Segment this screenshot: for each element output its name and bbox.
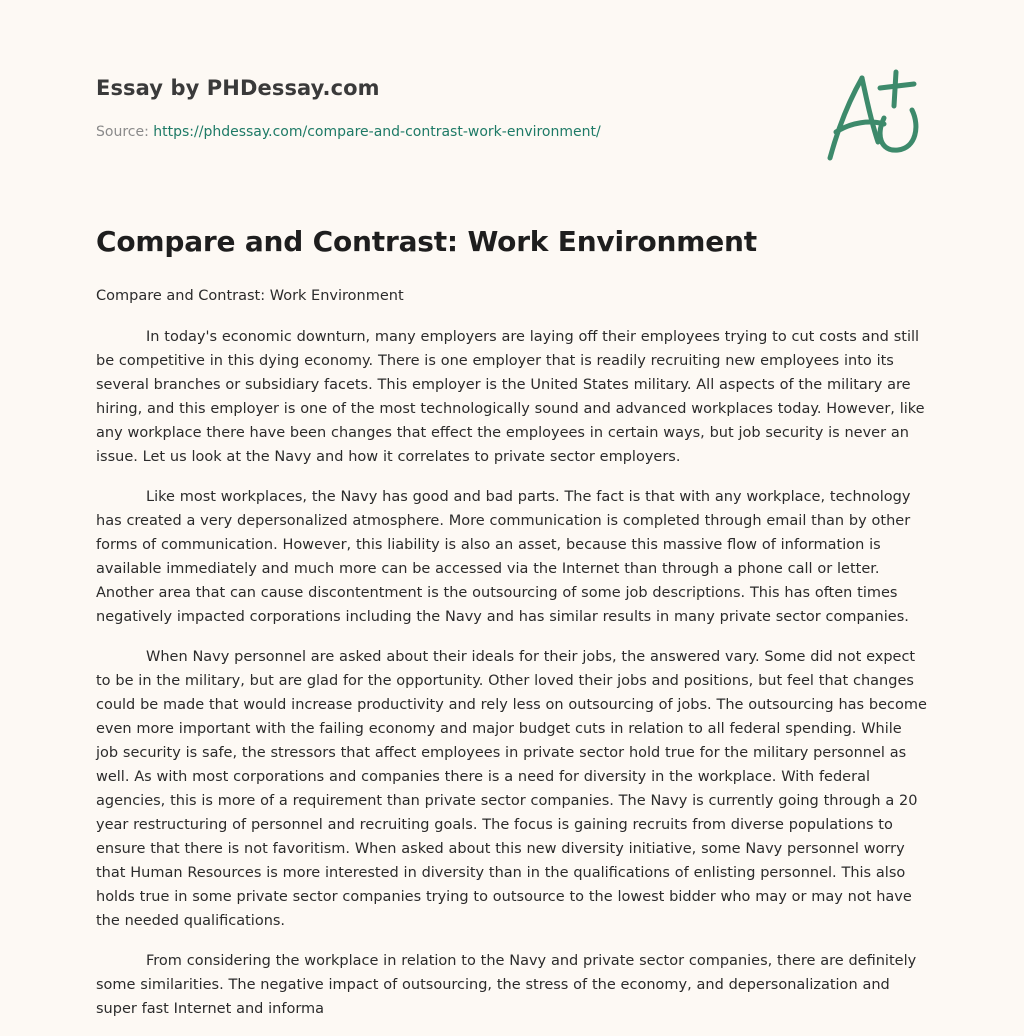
a-plus-logo-svg: [822, 66, 932, 166]
source-link[interactable]: https://phdessay.com/compare-and-contrast-work-environment/: [153, 124, 601, 140]
a-left-stroke: [830, 78, 862, 158]
circle-swoosh-stroke: [880, 110, 916, 150]
document-subtitle: Compare and Contrast: Work Environment: [96, 288, 404, 304]
source-line: [96, 124, 601, 140]
a-plus-grade-icon: [822, 66, 932, 166]
plus-horizontal-stroke: [880, 84, 914, 88]
page-title: Compare and Contrast: Work Environment: [96, 225, 757, 258]
plus-vertical-stroke: [894, 72, 896, 106]
brand-title: Essay by PHDessay.com: [96, 76, 380, 100]
paragraph: In today's economic downturn, many employers are laying off their employees trying to cut costs and still be competitive in this dying economy. There is one employer that is readily recruiting new employees into its several branches or subsidiary facets. This employer is the United States military. All aspects of the military are hiring, and this employer is one of the most technologically sound and advanced workplaces today. However, like any workplace there have been changes that effect the employees in certain ways, but job security is never an issue. Let us look at the Navy and how it correlates to private sector employers.: [96, 329, 925, 465]
a-right-stroke: [862, 78, 878, 142]
paragraph: Like most workplaces, the Navy has good and bad parts. The fact is that with any workplace, technology has created a very depersonalized atmosphere. More communication is completed through email than by other forms of communication. However, this liability is also an asset, because this massive flow of information is available immediately and much more can be accessed via the Internet than through a phone call or letter. Another area that can cause discontentment is the outsourcing of some job descriptions. This has often times negatively impacted corporations including the Navy and has similar results in many private sector companies.: [96, 489, 911, 625]
source-label: Source:: [96, 124, 154, 140]
essay-body: [96, 325, 928, 1036]
paragraph: From considering the workplace in relation to the Navy and private sector companies, there are definitely some similarities. The negative impact of outsourcing, the stress of the economy, and depersonalization and super fast Internet and informa: [96, 953, 917, 1017]
paragraph: When Navy personnel are asked about their ideals for their jobs, the answered vary. Some did not expect to be in the military, but are glad for the opportunity. Other loved their jobs and positions, but feel that changes could be made that would increase productivity and rely less on outsourcing of jobs. The outsourcing has become even more important with the failing economy and major budget cuts in relation to all federal spending. While job security is safe, the stressors that affect employees in private sector hold true for the military personnel as well. As with most corporations and companies there is a need for diversity in the workplace. With federal agencies, this is more of a requirement than private sector companies. The Navy is currently going through a 20 year restructuring of personnel and recruiting goals. The focus is gaining recruits from diverse populations to ensure that there is not favoritism. When asked about this new diversity initiative, some Navy personnel worry that Human Resources is more interested in diversity than in the qualifications of enlisting personnel. This also holds true in some private sector companies trying to outsource to the lowest bidder who may or may not have the needed qualifications.: [96, 649, 927, 929]
